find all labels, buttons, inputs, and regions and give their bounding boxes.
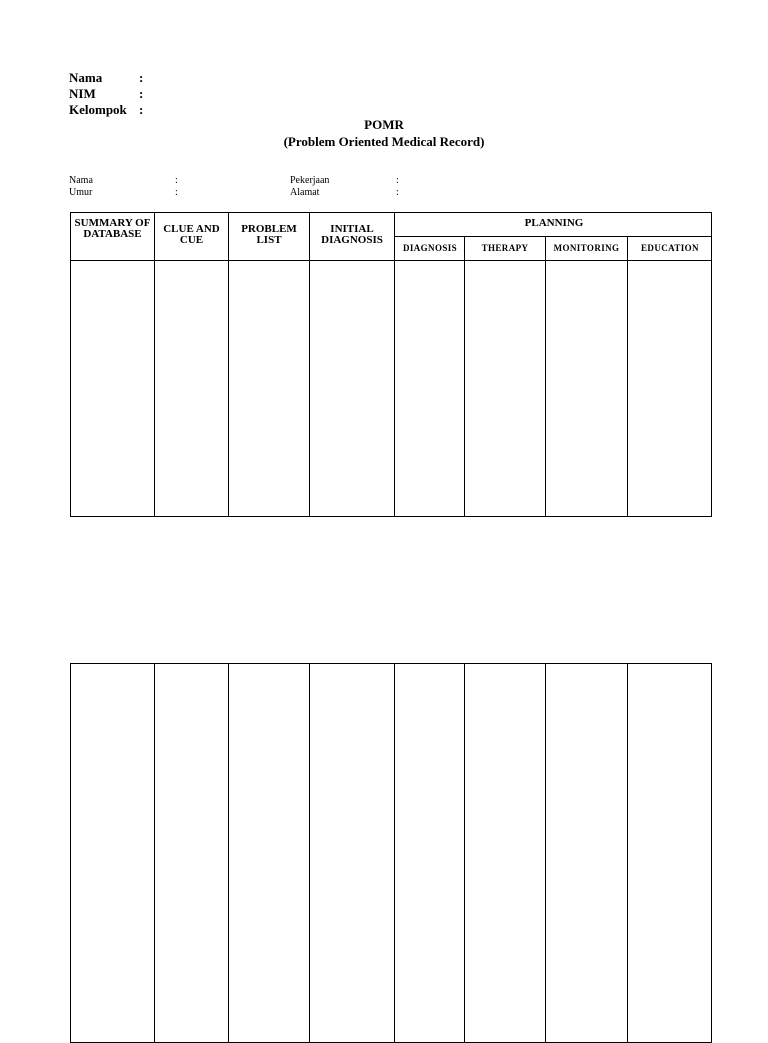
header-clue-and-cue: CLUE AND CUE (163, 223, 220, 246)
planning-divider (394, 236, 711, 237)
patient-address-label: Alamat (290, 187, 320, 198)
header-education: EDUCATION (641, 243, 699, 253)
header-monitoring: MONITORING (553, 243, 620, 253)
student-name-label: Nama (69, 70, 103, 85)
header-diagnosis: DIAGNOSIS (402, 243, 458, 253)
patient-name-label: Nama (69, 175, 93, 186)
column-divider (464, 664, 465, 1042)
header-initial-diagnosis: INITIAL DIAGNOSIS (321, 223, 383, 246)
header-planning: PLANNING (524, 217, 584, 229)
document-subtitle: (Problem Oriented Medical Record) (283, 134, 485, 149)
column-divider (309, 213, 310, 516)
column-divider (228, 213, 229, 516)
column-divider (154, 213, 155, 516)
patient-age-colon: : (175, 187, 178, 198)
student-name-colon: : (139, 70, 144, 85)
student-nim-colon: : (139, 86, 144, 101)
student-group-colon: : (139, 102, 144, 117)
column-divider (627, 664, 628, 1042)
column-divider (394, 664, 395, 1042)
student-group-label: Kelompok (69, 102, 127, 117)
patient-age-label: Umur (69, 187, 93, 198)
column-divider (309, 664, 310, 1042)
header-bottom-line (71, 260, 711, 261)
document-title: POMR (364, 117, 404, 132)
patient-job-colon: : (396, 175, 399, 186)
student-nim-label: NIM (69, 86, 96, 101)
header-summary-of-database: SUMMARY OF DATABASE (74, 217, 151, 240)
column-divider (228, 664, 229, 1042)
header-therapy: THERAPY (481, 243, 529, 253)
patient-name-colon: : (175, 175, 178, 186)
column-divider (394, 213, 395, 516)
patient-job-label: Pekerjaan (290, 175, 330, 186)
column-divider (464, 237, 465, 516)
pomr-continuation-table (70, 663, 712, 1043)
pomr-table (70, 212, 712, 517)
column-divider (545, 237, 546, 516)
patient-address-colon: : (396, 187, 399, 198)
column-divider (545, 664, 546, 1042)
column-divider (627, 237, 628, 516)
column-divider (154, 664, 155, 1042)
header-problem-list: PROBLEM LIST (241, 223, 297, 246)
